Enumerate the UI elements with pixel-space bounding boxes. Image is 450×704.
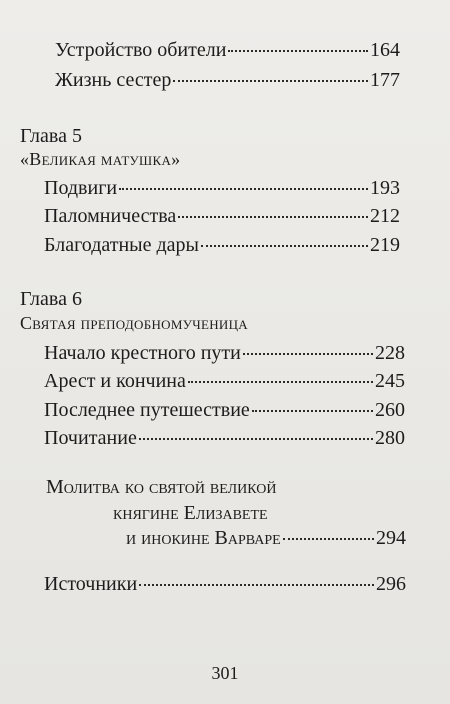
toc-entry-page: 212 <box>370 205 400 227</box>
leader-dots <box>139 438 373 440</box>
leader-dots <box>228 50 368 52</box>
leader-dots <box>252 410 373 412</box>
toc-entry <box>44 176 400 200</box>
page-number: 301 <box>211 663 239 683</box>
chapter-label: Глава 5 <box>20 125 82 147</box>
toc-entry <box>44 572 406 596</box>
chapter-subtitle: Святая преподобномученица <box>20 313 248 333</box>
toc-entry-title: Источники <box>44 573 138 595</box>
leader-dots <box>243 353 373 355</box>
leader-dots <box>201 245 368 247</box>
leader-dots <box>188 381 373 383</box>
toc-entry-page: 280 <box>375 427 405 449</box>
toc-entry-title: Начало крестного пути <box>44 342 241 364</box>
toc-entry <box>44 369 405 393</box>
toc-entry-title: Арест и кончина <box>44 370 186 392</box>
toc-entry <box>44 426 405 450</box>
toc-entry-title: Устройство обители <box>55 39 227 61</box>
leader-dots <box>173 80 368 82</box>
prayer-title-line1: Молитва ко святой великой <box>46 476 277 498</box>
toc-entry-page: 260 <box>375 399 405 421</box>
toc-entry-title: Почитание <box>44 427 137 449</box>
toc-entry-page: 294 <box>376 527 406 549</box>
toc-entry <box>44 204 400 228</box>
leader-dots <box>178 216 368 218</box>
toc-entry-title: Последнее путешествие <box>44 399 250 421</box>
toc-entry-title: Паломничества <box>44 205 177 227</box>
toc-entry-page: 296 <box>376 573 406 595</box>
chapter-label: Глава 6 <box>20 288 82 310</box>
toc-entry-page: 164 <box>370 39 400 61</box>
toc-entry-page: 228 <box>375 342 405 364</box>
prayer-title-line2: княгине Елизавете <box>113 502 268 524</box>
leader-dots <box>119 188 368 190</box>
toc-entry <box>44 398 405 422</box>
toc-entry <box>44 233 400 257</box>
prayer-title-line3: и инокине Варваре <box>126 527 281 549</box>
toc-entry-page: 219 <box>370 234 400 256</box>
toc-entry <box>55 68 400 92</box>
toc-entry-page: 193 <box>370 177 400 199</box>
toc-entry <box>44 341 405 365</box>
toc-entry-title: Подвиги <box>44 177 118 199</box>
toc-entry-title: Жизнь сестер <box>55 69 172 91</box>
leader-dots <box>139 584 374 586</box>
leader-dots <box>283 538 374 540</box>
toc-entry-title: Благодатные дары <box>44 234 199 256</box>
toc-entry <box>55 38 400 62</box>
toc-entry-page: 245 <box>375 370 405 392</box>
toc-entry-page: 177 <box>370 69 400 91</box>
toc-entry <box>126 526 406 550</box>
chapter-subtitle: «Великая матушка» <box>20 149 181 169</box>
